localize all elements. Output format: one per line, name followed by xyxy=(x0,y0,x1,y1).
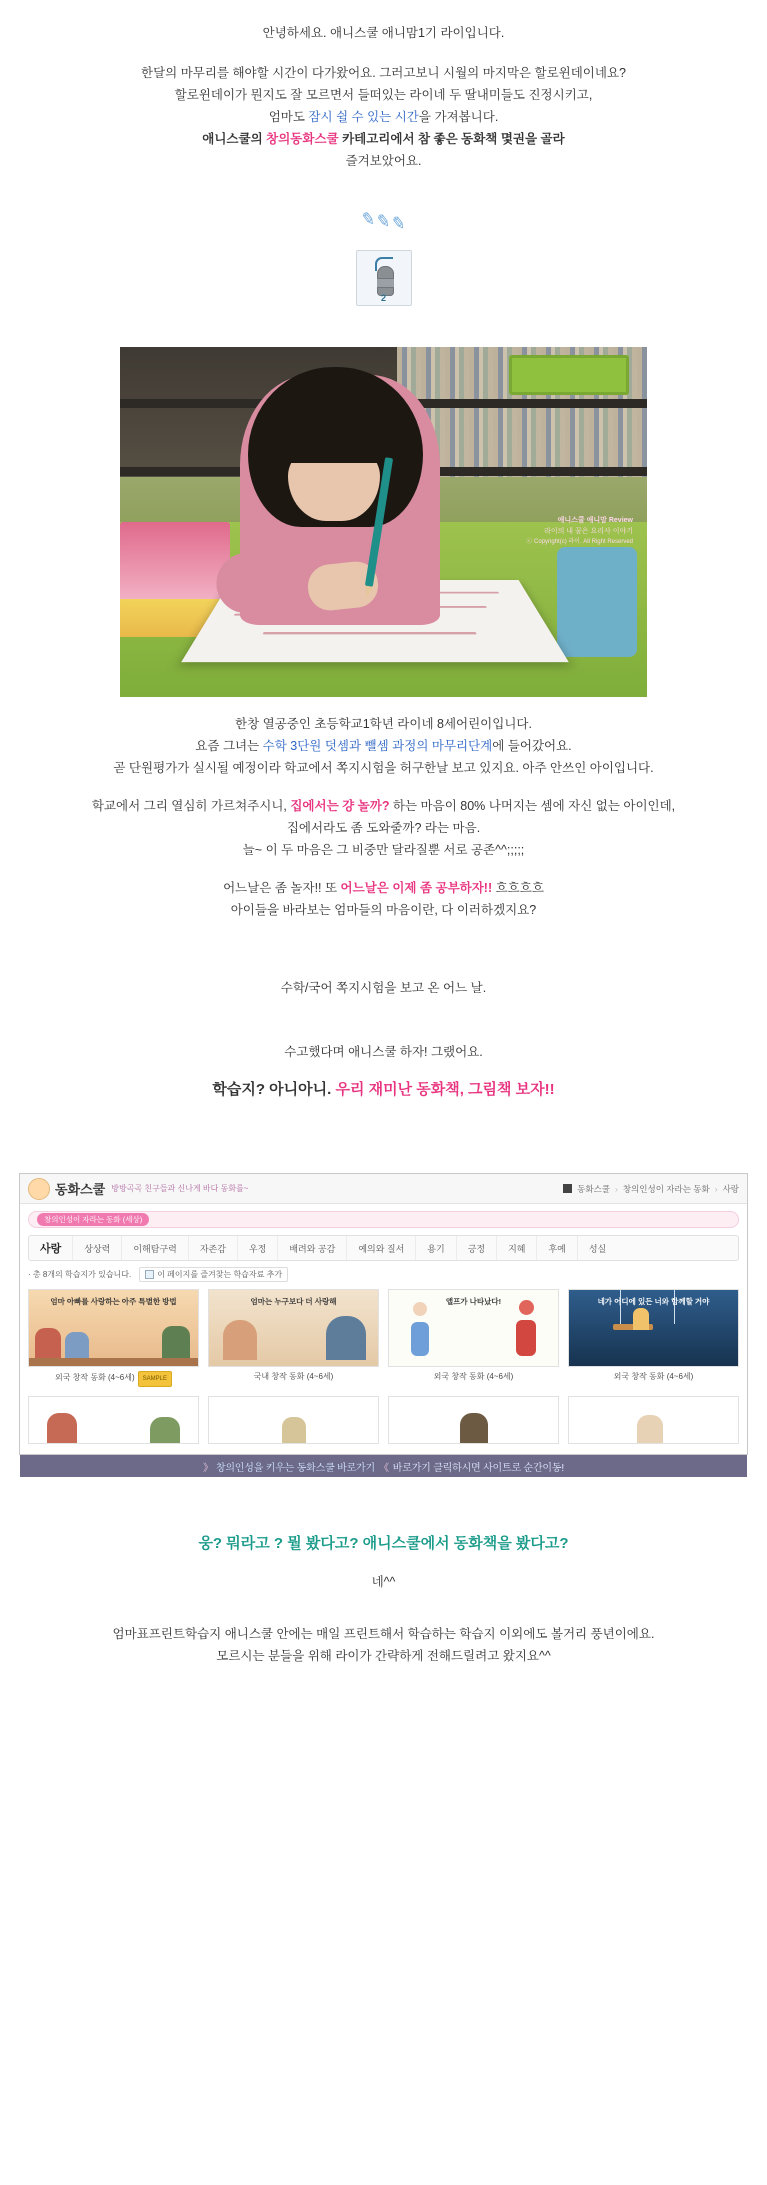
banner-right-arrows: 《 xyxy=(378,1462,389,1474)
mid-p1-l1: 한창 열공중인 초등학교1학년 라이네 8세어린이입니다. xyxy=(235,717,532,731)
site-logo-subtitle: 방방곡곡 친구들과 신나게 바다 동화를~ xyxy=(111,1184,249,1193)
footer-text-block xyxy=(0,1477,767,1691)
mid-p3-l1-a: 어느날은 좀 놀자!! 또 xyxy=(223,881,341,895)
green-basket xyxy=(509,355,629,395)
tab-consideration[interactable]: 배려와 공감 xyxy=(278,1236,347,1260)
intro-line-3-a: 엄마도 xyxy=(268,110,309,124)
card-6-thumbnail[interactable] xyxy=(388,1396,559,1444)
card-0[interactable] xyxy=(28,1289,199,1387)
watermark-line-2: 라이의 내 꿈은 요리사 이야기 xyxy=(544,528,633,535)
result-count-text: · 총 8개의 학습지가 있습니다. xyxy=(28,1270,132,1279)
tab-selfesteem[interactable]: 자존감 xyxy=(189,1236,238,1260)
tab-understanding[interactable]: 이해탐구력 xyxy=(122,1236,188,1260)
card-0-sample-badge: SAMPLE xyxy=(138,1371,172,1387)
mid-p2-l2: 집에서라도 좀 도와줄까? 라는 마음. xyxy=(286,821,481,835)
breadcrumb-item-2[interactable]: 사랑 xyxy=(722,1183,739,1194)
tab-courage[interactable]: 용기 xyxy=(416,1236,456,1260)
photo-watermark xyxy=(526,515,633,548)
intro-line-4 xyxy=(0,128,767,150)
intro-line-3-highlight: 잠시 쉴 수 있는 시간 xyxy=(308,110,419,124)
category-pill-bar xyxy=(28,1211,739,1228)
tab-diligence[interactable]: 성실 xyxy=(588,1243,607,1254)
card-1-caption: 국내 창작 동화 (4~6세) xyxy=(253,1372,334,1381)
intro-line-3-c: 을 가져봅니다. xyxy=(418,110,499,124)
card-4-thumbnail[interactable] xyxy=(28,1396,199,1444)
mid-p1-l2-a: 요즘 그녀는 xyxy=(195,739,263,753)
mid-p3-l2: 아이들을 바라보는 엄마들의 마음이란, 다 이러하겠지요? xyxy=(230,903,537,917)
mid-p6-a: 학습지? 아니아니. xyxy=(212,1081,336,1098)
mid-p2-l1-highlight: 집에서는 걍 놀까? xyxy=(290,799,390,813)
breadcrumb-separator-2: › xyxy=(714,1183,718,1194)
hand-box-number: 2 xyxy=(380,293,386,303)
card-0-caption-text: 외국 창작 동화 (4~6세) xyxy=(54,1373,135,1382)
mid-p4: 수학/국어 쪽지시험을 보고 온 어느 날. xyxy=(280,981,487,995)
card-0-caption xyxy=(28,1371,199,1387)
mid-p6 xyxy=(0,1079,767,1101)
tab-positivity[interactable]: 긍정 xyxy=(457,1236,497,1260)
knuckle-shape xyxy=(377,278,394,288)
mid-p3-l1 xyxy=(0,877,767,899)
home-icon[interactable] xyxy=(563,1184,572,1193)
result-count-bar xyxy=(28,1267,739,1282)
intro-line-5: 즐겨보았어요. xyxy=(345,154,422,168)
hand-pointer-icon xyxy=(356,250,412,306)
category-tabs[interactable] xyxy=(28,1235,739,1261)
banner-link[interactable]: 창의인성을 키우는 동화스쿨 바로가기 xyxy=(215,1462,375,1474)
intro-line-4-highlight: 창의동화스쿨 xyxy=(266,132,339,146)
foot-question: 웅? 뭐라고 ? 뭘 봤다고? 애니스쿨에서 동화책을 봤다고? xyxy=(198,1535,569,1552)
breadcrumb-separator-1: › xyxy=(615,1183,618,1194)
tab-imagination[interactable]: 상상력 xyxy=(73,1236,122,1260)
card-3-caption: 외국 창작 동화 (4~6세) xyxy=(613,1372,694,1381)
card-3-thumb-title: 네가 어디에 있든 너와 함께할 거야 xyxy=(597,1297,710,1306)
banner-note: 바로가기 클릭하시면 사이트로 순간이동! xyxy=(392,1462,564,1474)
pencil-arrows-glyph: ✎✎✎ xyxy=(359,208,408,235)
breadcrumb-item-1[interactable]: 창의인성이 자라는 동화 xyxy=(622,1183,710,1194)
card-1[interactable] xyxy=(208,1289,379,1387)
body-text-block xyxy=(0,697,767,1173)
tab-friendship[interactable]: 우정 xyxy=(238,1236,278,1260)
category-pill[interactable]: 창의인성이 자라는 동화 (세상) xyxy=(37,1213,149,1226)
breadcrumb xyxy=(563,1183,739,1195)
intro-line-3 xyxy=(0,106,767,128)
intro-line-2: 할로윈데이가 뭔지도 잘 모르면서 들떠있는 라이네 두 딸내미들도 진정시키고, xyxy=(174,88,593,102)
mid-p2-l1-a: 학교에서 그리 열심히 가르쳐주시니, xyxy=(91,799,291,813)
mid-p6-highlight: 우리 재미난 동화책, 그림책 보자!! xyxy=(335,1081,555,1098)
tab-love[interactable]: 사랑 xyxy=(29,1236,73,1260)
left-picture-books xyxy=(120,522,230,602)
add-favorite-button[interactable] xyxy=(139,1267,288,1282)
worksheet-grid-row-1 xyxy=(28,1289,739,1387)
card-0-thumbnail[interactable] xyxy=(28,1289,199,1367)
foot-answer: 네^^ xyxy=(371,1575,396,1589)
add-favorite-label: 이 페이지를 즐겨찾는 학습자료 추가 xyxy=(157,1270,283,1279)
site-header xyxy=(20,1174,747,1204)
card-7-thumbnail[interactable] xyxy=(568,1396,739,1444)
card-3[interactable] xyxy=(568,1289,739,1387)
mid-p3-l1-highlight: 어느날은 이제 좀 공부하자!! xyxy=(340,881,493,895)
card-1-thumbnail[interactable] xyxy=(208,1289,379,1367)
breadcrumb-item-0[interactable]: 동화스쿨 xyxy=(577,1183,611,1194)
mid-p2-l1 xyxy=(0,795,767,817)
mid-p1-l3: 곧 단원평가가 실시될 예정이라 학교에서 쪽지시험을 허구한날 보고 있지요. 아주 안쓰인 아이입니다. xyxy=(113,761,654,775)
mid-p1-l2-c: 에 들어갔어요. xyxy=(492,739,572,753)
mid-p3-l1-c: 흐흐흐흐 xyxy=(492,881,544,895)
tab-etc[interactable]: 후예 xyxy=(537,1236,577,1260)
mid-p2-l1-c: 하는 마음이 80% 나머지는 셈에 자신 없는 아이인데, xyxy=(389,799,676,813)
hand-pointer-box-wrap xyxy=(0,250,767,311)
site-logo-icon xyxy=(28,1178,50,1200)
intro-line-4-a: 애니스쿨의 xyxy=(202,132,267,146)
card-2-caption: 외국 창작 동화 (4~6세) xyxy=(433,1372,514,1381)
intro-line-4-c: 카테고리에서 참 좋은 동화책 몇권을 골라 xyxy=(338,132,565,146)
tab-manners[interactable]: 예의와 질서 xyxy=(347,1236,416,1260)
tab-wisdom[interactable]: 지혜 xyxy=(497,1236,537,1260)
card-2-thumbnail[interactable] xyxy=(388,1289,559,1367)
intro-line-1: 한달의 마무리를 해야할 시간이 다가왔어요. 그러고보니 시월의 마지막은 할로윈데이네요? xyxy=(141,66,626,80)
card-3-thumbnail[interactable] xyxy=(568,1289,739,1367)
greeting-line: 안녕하세요. 애니스쿨 애니맘1기 라이입니다. xyxy=(262,26,505,40)
card-0-thumb-title: 엄마 아빠를 사랑하는 아주 특별한 방법 xyxy=(50,1297,177,1306)
banner-left-arrows: 》 xyxy=(203,1462,213,1474)
worksheet-grid-row-2 xyxy=(28,1396,739,1444)
card-2-thumb-title: 앨프가 나타났다! xyxy=(445,1297,502,1306)
pencil-arrows-icon xyxy=(0,208,767,235)
mid-p2-l3: 늘~ 이 두 마음은 그 비중만 달라질뿐 서로 공존^^;;;;; xyxy=(242,843,525,857)
mid-p5: 수고했다며 애니스쿨 하자! 그랬어요. xyxy=(284,1045,483,1059)
mid-p1-l2 xyxy=(0,735,767,757)
watermark-line-3: ⓒ Copyright(c) 라이. All Right Reserved xyxy=(526,539,633,545)
watermark-line-1: 애니스쿨 애니맘 Review xyxy=(557,517,633,524)
donghwa-school-screenshot[interactable] xyxy=(19,1173,748,1455)
card-2[interactable] xyxy=(388,1289,559,1387)
intro-block xyxy=(0,0,767,172)
photo-child-writing xyxy=(120,347,647,697)
mid-p1-l2-highlight: 수학 3단원 덧셈과 뺄셈 과정의 마무리단계 xyxy=(262,739,493,753)
foot-line-1: 엄마표프린트학습지 애니스쿨 안에는 매일 프린트해서 학습하는 학습지 이외에도 볼거리 풍년이에요. xyxy=(112,1627,655,1641)
checkbox-icon[interactable] xyxy=(145,1270,154,1279)
card-1-thumb-title: 엄마는 누구보다 더 사랑해 xyxy=(250,1297,337,1306)
blue-chair xyxy=(557,547,637,657)
site-shortcut-banner[interactable] xyxy=(20,1455,747,1477)
card-5-thumbnail[interactable] xyxy=(208,1396,379,1444)
site-logo-text: 동화스쿨 xyxy=(55,1182,106,1197)
foot-line-2: 모르시는 분들을 위해 라이가 간략하게 전해드릴려고 왔지요^^ xyxy=(216,1649,551,1663)
